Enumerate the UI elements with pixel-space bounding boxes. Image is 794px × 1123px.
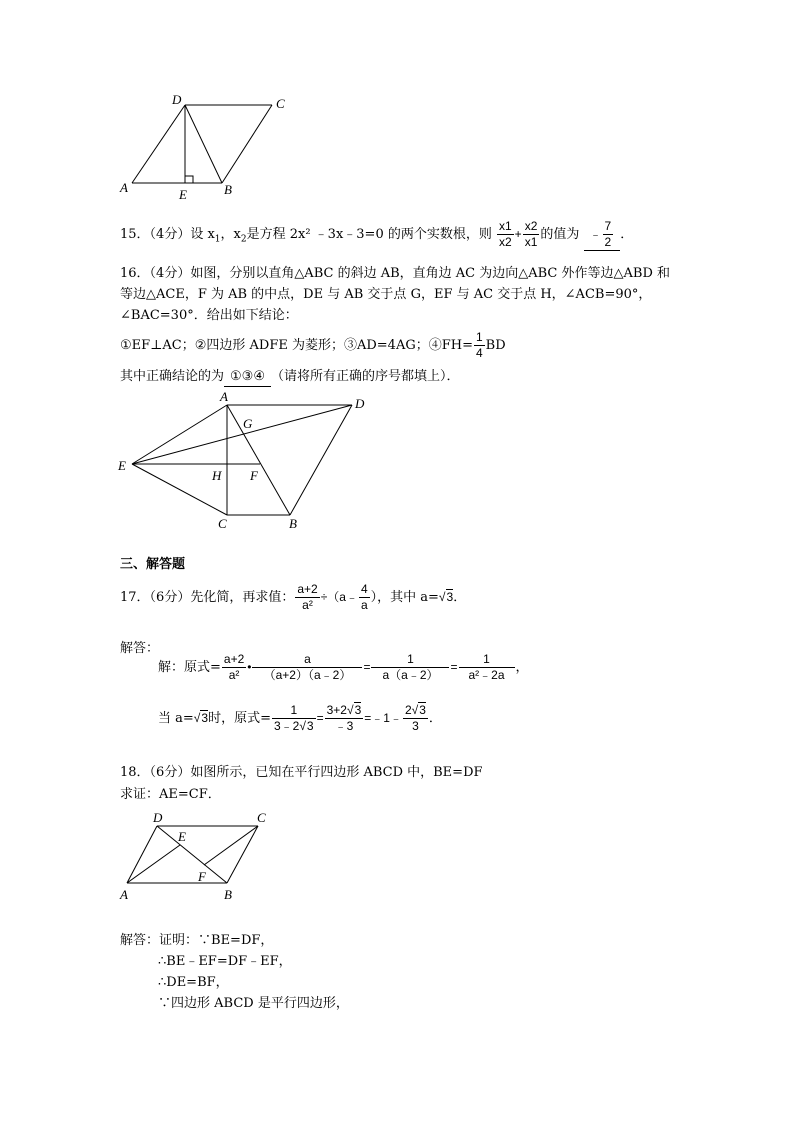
label-B: B bbox=[224, 887, 232, 902]
proof-line-2: ∴BE﹣EF=DF﹣EF， bbox=[158, 954, 292, 969]
figure-equilateral-triangles bbox=[110, 388, 380, 536]
proof-line-4: ∵四边形 ABCD 是平行四边形， bbox=[158, 996, 349, 1011]
label-D: D bbox=[153, 810, 163, 825]
label-D: D bbox=[355, 396, 365, 411]
label-E: E bbox=[179, 187, 187, 202]
question-18-line-2: 求证：AE=CF． bbox=[120, 787, 221, 802]
label-G: G bbox=[243, 416, 253, 431]
label-A: A bbox=[120, 180, 128, 195]
label-E: E bbox=[178, 829, 186, 844]
answer-label-17: 解答： bbox=[120, 641, 160, 656]
proof-line-3: ∴DE=BF， bbox=[158, 975, 229, 990]
label-B: B bbox=[289, 516, 297, 531]
label-B: B bbox=[224, 182, 232, 197]
question-16-line-1: 16．（4分）如图，分别以直角△ABC 的斜边 AB，直角边 AC 为边向△ABC 外作等边△ABD 和 bbox=[120, 266, 670, 281]
answer-15: ﹣ $\frac{7}{2}$ bbox=[584, 219, 621, 251]
label-A: A bbox=[220, 389, 228, 404]
question-16-line-5: 其中正确结论的为 ①③④ （请将所有正确的序号都填上）． bbox=[120, 368, 460, 387]
label-C: C bbox=[218, 516, 227, 531]
label-C: C bbox=[276, 96, 285, 111]
figure-parallelogram-be-df bbox=[110, 806, 280, 906]
question-15: 15．（4分）设 $x_1$，$x_2$是方程 2x² ﹣3x﹣3=0 的两个实数根，则 $\frac{x1}{x2}$ + $\frac{x2}{x1}$ 的值为 ﹣ $\frac{7}{2}$ ． bbox=[120, 219, 634, 249]
label-D: D bbox=[172, 92, 182, 107]
proof-line-1: 解答：证明：∵BE=DF， bbox=[120, 933, 274, 948]
section-title-3: 三、解答题 bbox=[120, 557, 186, 572]
fraction-x2-over-x1: $\frac{x2}{x1}$ bbox=[524, 219, 538, 249]
label-A: A bbox=[120, 887, 128, 902]
answer-16: ①③④ bbox=[224, 368, 271, 387]
label-E: E bbox=[118, 458, 126, 473]
question-18-line-1: 18．（6分）如图所示，已知在平行四边形 ABCD 中，BE=DF bbox=[120, 765, 483, 780]
solution-17-line-1: 解：原式= $\frac{a+2}{\text{a²}}$ • $\frac{a}{(a+2)(a﹣2)}$ = $\frac{1}{a(a﹣2)}$ = $\frac{1}{\text{a²﹣2a}}$ ， bbox=[158, 652, 529, 682]
solution-17-line-2: 当 a=√3时，原式= $\frac{1}{3﹣2√3}$ = $\frac{3+2√3}{﹣3}$ =﹣1﹣ $\frac{2√3}{3}$ ． bbox=[158, 703, 442, 733]
figure-parallelogram-abcd-altitude bbox=[110, 90, 310, 205]
label-F: F bbox=[198, 869, 206, 884]
label-C: C bbox=[257, 810, 266, 825]
question-16-line-3: ∠BAC=30°．给出如下结论： bbox=[120, 308, 298, 323]
fraction-x1-over-x2: $\frac{x1}{x2}$ bbox=[498, 219, 512, 249]
label-F: F bbox=[250, 468, 258, 483]
question-16-line-2: 等边△ACE，F 为 AB 的中点，DE 与 AB 交于点 G，EF 与 AC 交于点 H，∠ACB=90°， bbox=[120, 287, 652, 302]
question-16-line-4: ①EF⊥AC；②四边形 ADFE 为菱形；③AD=4AG；④FH= $\frac{1}{4}$ BD bbox=[120, 330, 506, 360]
label-H: H bbox=[212, 468, 222, 483]
question-17: 17．（6分）先化简，再求值： $\frac{a+2}{\text{a²}}$ ÷（a﹣ $\frac{4}{a}$ ），其中 a=√3． bbox=[120, 582, 467, 612]
